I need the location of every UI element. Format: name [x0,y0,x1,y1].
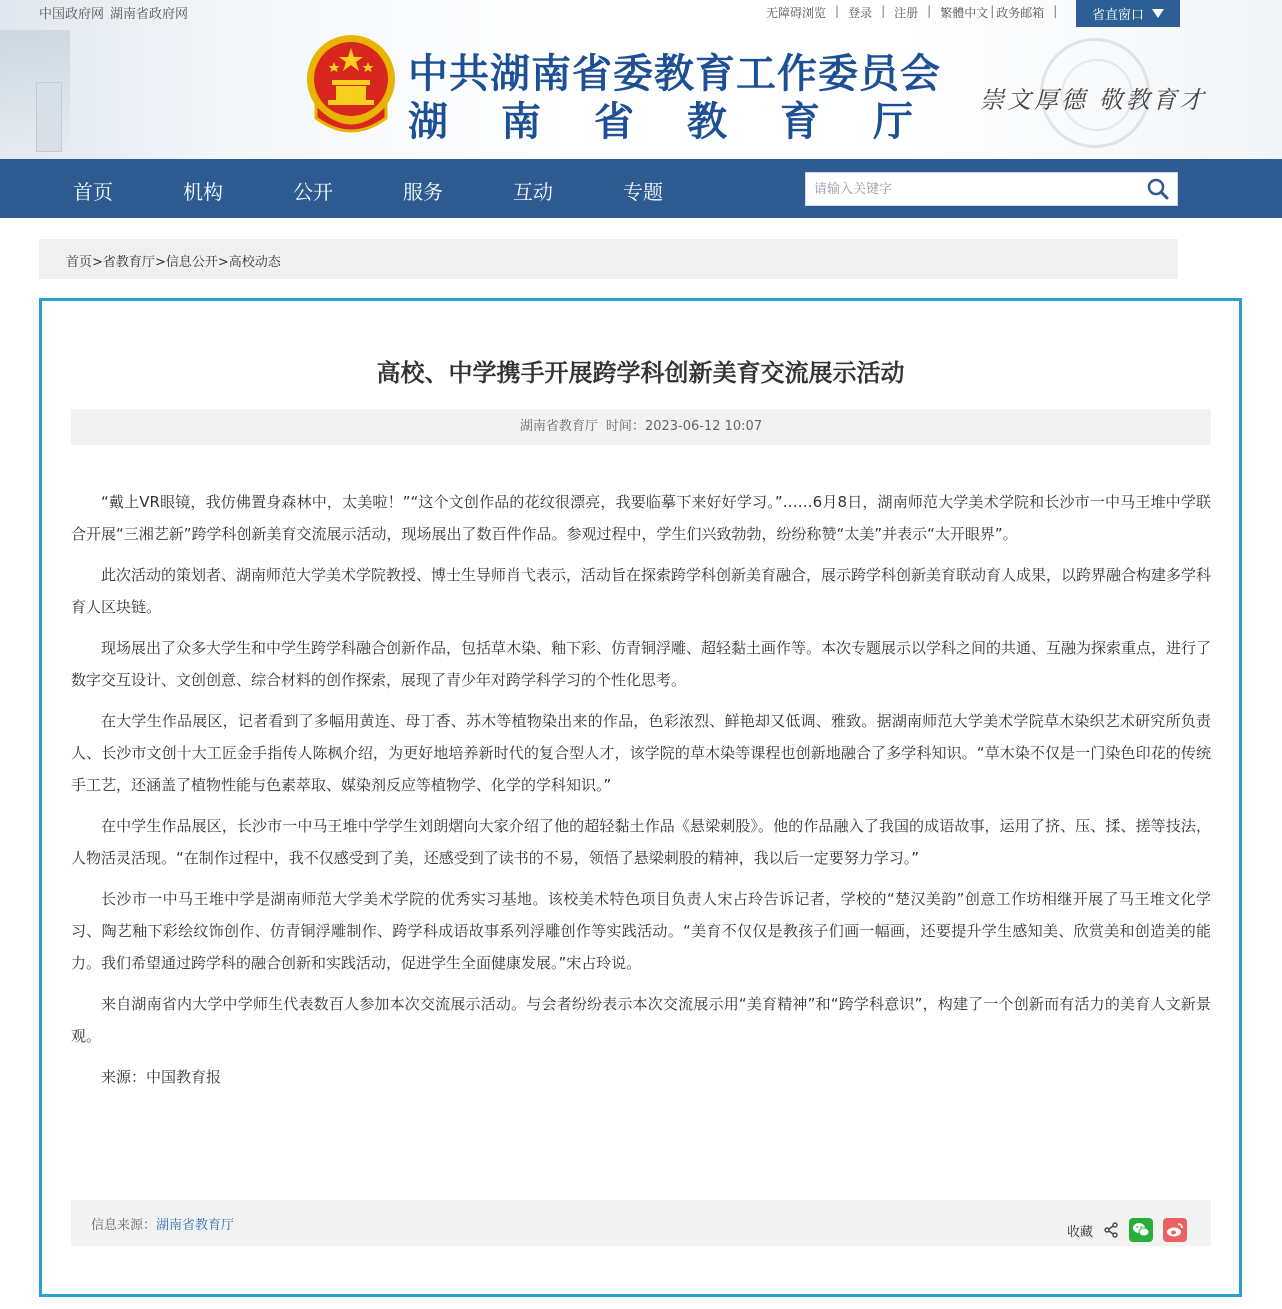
article-title: 高校、中学携手开展跨学科创新美育交流展示活动 [376,359,905,387]
separator: | [881,4,886,18]
title-char: 省 [594,99,634,145]
article-meta [71,409,1211,445]
article-source-org: 湖南省教育厅 [519,419,598,434]
article-paragraph: 长沙市一中马王堆中学是湖南师范大学美术学院的优秀实习基地。该校美术特色项目负责人宋占玲告诉记者，学校的“楚汉美韵”创意工作坊相继开展了马王堆文化学习、陶艺釉下彩绘纹饰创作、仿青铜浮雕制作、跨学科成语故事系列浮雕创作等实践活动。“美育不仅仅是教孩子们画一幅画，还要提升学生感知美、欣赏美和创造美的能力。我们希望通过跨学科的融合创新和实践活动，促进学生全面健康发展。”宋占玲说。 [71,890,1211,972]
header-motto: 崇文厚德 敬教育才 [980,86,1207,114]
share-icon[interactable] [1103,1222,1119,1238]
main-nav [0,159,1282,218]
top-links-left [39,3,194,22]
nav-item-service[interactable]: 服务 [403,180,443,204]
article-paragraph: “戴上VR眼镜，我仿佛置身森林中，太美啦！”“这个文创作品的花纹很漂亮，我要临摹下来好好学习。”……6月8日，湖南师范大学美术学院和长沙市一中马王堆中学联合开展“三湘艺新”跨学科创新美育交流展示活动，现场展出了数百件作品。参观过程中，学生们兴致勃勃，纷纷称赞“太美”并表示“大开眼界”。 [71,493,1211,543]
article-time-label: 时间： [605,419,645,434]
breadcrumb-info-public[interactable]: 信息公开 [165,255,218,270]
weibo-icon [1166,1222,1184,1238]
share-bar [1067,1218,1187,1242]
article-paragraph: 此次活动的策划者、湖南师范大学美术学院教授、博士生导师肖弋表示，活动旨在探索跨学科创新美育融合，展示跨学科创新美育联动育人成果，以跨界融合构建多学科育人区块链。 [71,566,1212,616]
province-window-label: 省直窗口 [1091,8,1144,23]
article-time: 2023-06-12 10:07 [644,419,763,434]
wechat-icon [1132,1222,1150,1238]
top-links-right [766,4,1066,21]
article-paragraph: 来自湖南省内大学中学师生代表数百人参加本次交流展示活动。与会者纷纷表示本次交流展示用“美育精神”和“跨学科意识”，构建了一个创新而有活力的美育人文新景观。 [71,995,1211,1045]
breadcrumb-university-news[interactable]: 高校动态 [228,255,281,270]
weibo-share-button[interactable] [1163,1218,1187,1242]
info-source-label: 信息来源： [91,1218,157,1233]
link-traditional-chinese[interactable]: 繁體中文 [940,6,989,20]
title-char: 教 [687,99,727,145]
search-box [805,172,1178,206]
link-login[interactable]: 登录 [848,6,873,20]
search-input[interactable] [814,173,1134,205]
search-icon[interactable] [1147,178,1169,200]
nav-item-topics[interactable]: 专题 [623,180,663,204]
nav-item-organization[interactable]: 机构 [183,180,223,204]
breadcrumb-separator: > [92,255,103,270]
link-china-gov[interactable]: 中国政府网 [39,7,105,22]
favorite-button[interactable]: 收藏 [1067,1224,1094,1240]
triangle-down-icon [1152,9,1164,18]
article-body [71,486,1211,1102]
site-title-main: 中共湖南省委教育工作委员会 [408,51,941,97]
breadcrumb-edu-dept[interactable]: 省教育厅 [102,255,155,270]
link-gov-mail[interactable]: 政务邮箱 [996,6,1045,20]
national-emblem-icon [304,32,398,136]
title-char: 南 [501,99,541,145]
breadcrumb-separator: > [217,255,229,270]
separator: | [1053,4,1058,18]
breadcrumb-home[interactable]: 首页 [66,255,93,270]
province-window-button[interactable] [1076,0,1180,27]
title-char: 育 [780,99,820,145]
wechat-share-button[interactable] [1129,1218,1153,1242]
link-register[interactable]: 注册 [894,6,919,20]
nav-item-interaction[interactable]: 互动 [513,180,553,204]
header-decoration-plaque [36,82,62,152]
separator: | [835,4,840,18]
article-paragraph: 在中学生作品展区，长沙市一中马王堆中学学生刘朗熠向大家介绍了他的超轻黏土作品《悬梁刺股》。他的作品融入了我国的成语故事，运用了挤、压、揉、搓等技法，人物活灵活现。“在制作过程中，我不仅感受到了美，还感受到了读书的不易，领悟了悬梁刺股的精神，我以后一定要努力学习。” [71,817,1211,867]
separator: | [990,4,995,18]
title-char: 厅 [873,99,913,145]
link-hunan-gov[interactable]: 湖南省政府网 [110,7,189,22]
link-accessibility[interactable]: 无障碍浏览 [766,6,827,20]
site-title-sub [408,90,913,147]
separator: | [927,4,932,18]
info-source-link[interactable]: 湖南省教育厅 [156,1218,235,1233]
title-char: 湖 [408,99,448,145]
article-footer [71,1200,1211,1246]
article-paragraph: 在大学生作品展区，记者看到了多幅用黄连、母丁香、苏木等植物染出来的作品，色彩浓烈、鲜艳却又低调、雅致。据湖南师范大学美术学院草木染织艺术研究所负责人、长沙市文创十大工匠金手指传人陈枫介绍，为更好地培养新时代的复合型人才，该学院的草木染等课程也创新地融合了多学科知识。“草木染不仅是一门染色印花的传统手工艺，还涵盖了植物性能与色素萃取、媒染剂反应等植物学、化学的学科知识。” [71,712,1211,794]
article-paragraph: 现场展出了众多大学生和中学生跨学科融合创新作品，包括草木染、釉下彩、仿青铜浮雕、超轻黏土画作等。本次专题展示以学科之间的共通、互融为探索重点，进行了数字交互设计、文创创意、综合材料的创作探索，展现了青少年对跨学科学习的个性化思考。 [71,639,1212,689]
article-source-line: 来源：中国教育报 [101,1068,222,1086]
info-source [91,1214,234,1233]
article-container [39,298,1242,1297]
nav-item-public[interactable]: 公开 [293,180,333,204]
nav-item-home[interactable]: 首页 [73,180,113,204]
breadcrumb [39,239,1178,279]
breadcrumb-separator: > [154,255,166,270]
site-header [0,0,1282,159]
